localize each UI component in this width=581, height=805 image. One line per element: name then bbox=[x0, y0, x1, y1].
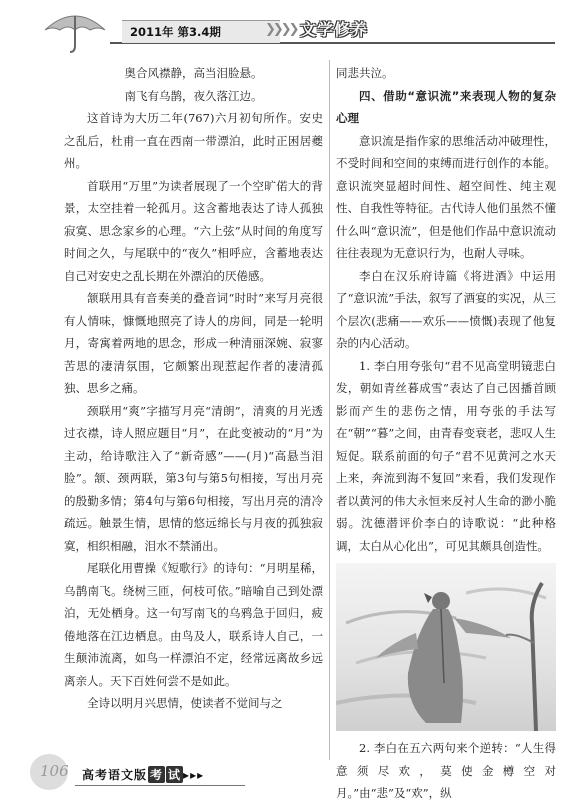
li-bai-illustration bbox=[336, 563, 556, 731]
footer-rule bbox=[75, 785, 245, 786]
left-column bbox=[64, 62, 323, 715]
paragraph: 颈联用“爽”字描写月亮“清朗”，清爽的月光透过衣襟，诗人照应题目“月”，在此变被动的“月”为主动，给诗歌注入了“新奇感”——(月)“高悬当泪脸”。颔、颈两联，第3句与第5句相接，写出月亮的殷勤多情；第4句与第6句相接，写出月亮的清冷疏远。触景生情，思情的悠远绵长与月夜的孤独寂寞，相织相融，泪水不禁涌出。 bbox=[64, 403, 323, 553]
right-column bbox=[336, 62, 556, 805]
paragraph: 1. 李白用夸张句“君不见高堂明镜悲白发，朝如青丝暮成雪”表达了自己因播首顾影而产生的悲伤之情，用夸张的手法写在“朝”“暮”之间，由青春变衰老，悲叹人生短促。联系前面的句子“君不见黄河之水天上来，奔流到海不复回”来看，我们发现作者以黄河的伟大永恒来反衬人生命的渺小脆弱。沈德潜评价李白的诗歌说：“此种格调，太白从心化出”，可见其颇具创造性。 bbox=[336, 358, 556, 553]
chevron-icon: ❯❯❯❯ bbox=[265, 22, 297, 37]
arrow-icon: ▸▸▸ bbox=[183, 768, 205, 782]
section-heading: 四、借助“意识流”来表现人物的复杂心理 bbox=[336, 88, 556, 125]
paragraph: 2. 李白在五六两句来个逆转：“人生得意须尽欢，莫使金樽空对月。”由“悲”及“欢”，纵 bbox=[336, 741, 556, 800]
issue-label: 2011年 第3.4期 bbox=[122, 20, 280, 43]
page-header bbox=[0, 0, 581, 58]
paragraph: 这首诗为大历二年(767)六月初旬所作。安史之乱后，杜甫一直在西南一带漂泊，此时正困居夔州。 bbox=[64, 111, 323, 170]
poem-line: 南飞有乌鹊，夜久落江边。 bbox=[124, 88, 263, 103]
magazine-badge-1: 考 bbox=[150, 768, 164, 782]
paragraph: 颔联用具有音奏美的叠音词“时时”来写月亮很有人情味，慷慨地照亮了诗人的房间，同是一轮明月，寄寓着两地的思念，形成一种清丽深婉、寂寥苦思的凄清氛围，它颇繁出现惹起作者的凄清孤独、思乡之痛。 bbox=[64, 291, 323, 395]
paragraph: 全诗以明月兴思情，使读者不觉间与之 bbox=[87, 696, 283, 710]
magazine-name: 高考语文版 bbox=[82, 768, 148, 782]
magazine-badge-2: 试 bbox=[168, 768, 182, 782]
paragraph: 意识流是指作家的思维活动冲破理性，不受时间和空间的束缚而进行创作的本能。意识流突显超时间性、超空间性、纯主观性、自我性等特征。古代诗人他们虽然不懂什么叫“意识流”，但是他们作品中意识流动往往表现为无意识行为，也耐人寻味。 bbox=[336, 133, 556, 260]
paragraph-continuation: 同悲共泣。 bbox=[336, 66, 394, 80]
section-title: 文学修养 bbox=[300, 20, 369, 39]
paragraph: 李白在汉乐府诗篇《将进酒》中运用了“意识流”手法，叙写了酒宴的实况，从三个层次(悲痛——欢乐——愤慨)表现了他复杂的内心活动。 bbox=[336, 268, 556, 350]
umbrella-icon bbox=[40, 8, 110, 56]
page-number: 106 bbox=[40, 762, 69, 780]
magazine-title bbox=[82, 766, 204, 783]
poem-line: 奥合风襟静，高当泪脸悬。 bbox=[124, 66, 263, 80]
paragraph: 尾联化用曹操《短歌行》的诗句：“月明星稀，乌鹊南飞。绕树三匝，何枝可依。”暗喻自己到处漂泊，无处栖身。这一句写南飞的乌鸦急于回归，疲倦地落在江边栖息。由鸟及人，联系诗人自己，一生颠沛流离，如鸟一样漂泊不定，经常远离故乡远离亲人。天下百姓何尝不是如此。 bbox=[64, 561, 323, 688]
column-divider bbox=[329, 60, 330, 760]
page-footer bbox=[0, 750, 581, 800]
paragraph: 首联用“万里”为读者展现了一个空旷偌大的背景，太空挂着一轮孤月。这含蓄地表达了诗人孤独寂寞、思念家乡的心理。“六上弦”从时间的角度写时间之久，与尾联中的“夜久”相呼应，含蓄地表达自己对安史之乱长期在外漂泊的厌倦感。 bbox=[64, 178, 323, 283]
